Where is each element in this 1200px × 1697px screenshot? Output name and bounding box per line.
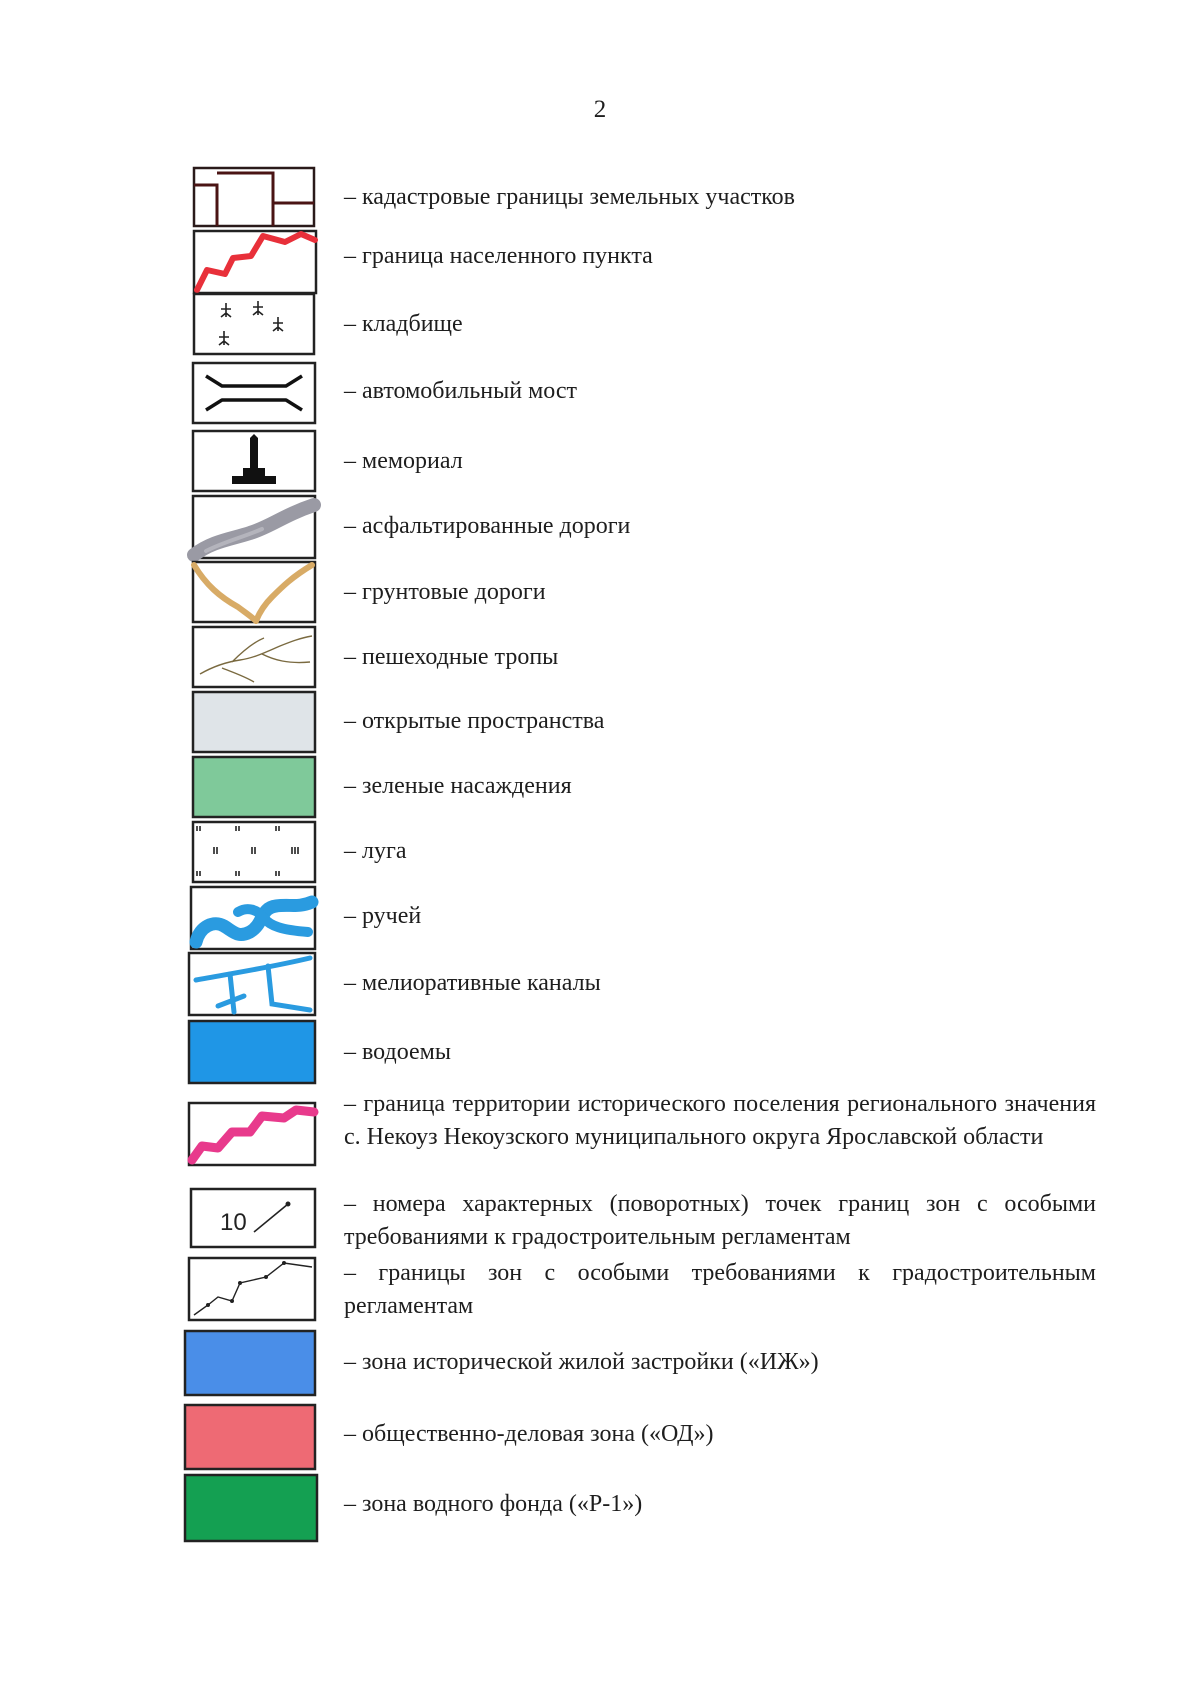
- settlement-boundary-icon: [193, 230, 317, 294]
- stream-icon: [190, 886, 316, 950]
- legend-label: – кадастровые границы земельных участков: [344, 184, 796, 210]
- open-space-icon: [192, 691, 316, 753]
- legend-label: – граница населенного пункта: [344, 243, 653, 269]
- legend-label: – кладбище: [344, 311, 463, 337]
- green-planting-icon: [192, 756, 316, 818]
- legend-label: – водоемы: [344, 1039, 451, 1065]
- memorial-icon: [192, 430, 316, 492]
- legend-label: – грунтовые дороги: [344, 579, 546, 605]
- legend-label: – границы зон с особыми требованиями к градостроительным регламентам: [344, 1260, 1096, 1319]
- legend-label: – номера характерных (поворотных) точек границ зон с особыми требованиями к градостроительным регламентам: [344, 1191, 1096, 1250]
- legend-label: – граница территории исторического поселения регионального значения с. Некоуз Некоузского муниципального округа Ярославской области: [344, 1091, 1096, 1150]
- legend-label: – пешеходные тропы: [344, 644, 559, 670]
- page-number: 2: [593, 96, 607, 123]
- legend-label: – общественно-деловая зона («ОД»): [344, 1421, 714, 1447]
- footpath-icon: [192, 626, 316, 688]
- legend-label: – зона исторической жилой застройки («ИЖ»): [344, 1349, 819, 1375]
- public-business-zone-icon: [184, 1404, 316, 1470]
- water-fund-zone-icon: [184, 1474, 318, 1542]
- drainage-canal-icon: [188, 952, 316, 1016]
- legend-label: – ручей: [344, 903, 422, 929]
- legend-label: – мемориал: [344, 448, 463, 474]
- zone-boundary-icon: [188, 1257, 316, 1321]
- turning-point-sample-number: 10: [220, 1209, 247, 1236]
- asphalt-road-icon: [192, 495, 316, 559]
- cemetery-icon: [193, 293, 315, 355]
- legend-label: – луга: [344, 838, 407, 864]
- historic-settlement-boundary-icon: [188, 1102, 316, 1166]
- legend-label: – зеленые насаждения: [344, 773, 572, 799]
- cadastral-boundaries-icon: [193, 167, 315, 227]
- water-body-icon: [188, 1020, 316, 1084]
- dirt-road-icon: [192, 561, 316, 623]
- turning-point-icon: [190, 1188, 316, 1248]
- road-bridge-icon: [192, 362, 316, 424]
- legend-label: – асфальтированные дороги: [344, 513, 631, 539]
- legend-label: – открытые пространства: [344, 708, 605, 734]
- historic-residential-zone-icon: [184, 1330, 316, 1396]
- meadow-icon: [192, 821, 316, 883]
- legend-label: – зона водного фонда («Р-1»): [344, 1491, 643, 1517]
- legend-label: – мелиоративные каналы: [344, 970, 601, 996]
- legend-label: – автомобильный мост: [344, 378, 578, 404]
